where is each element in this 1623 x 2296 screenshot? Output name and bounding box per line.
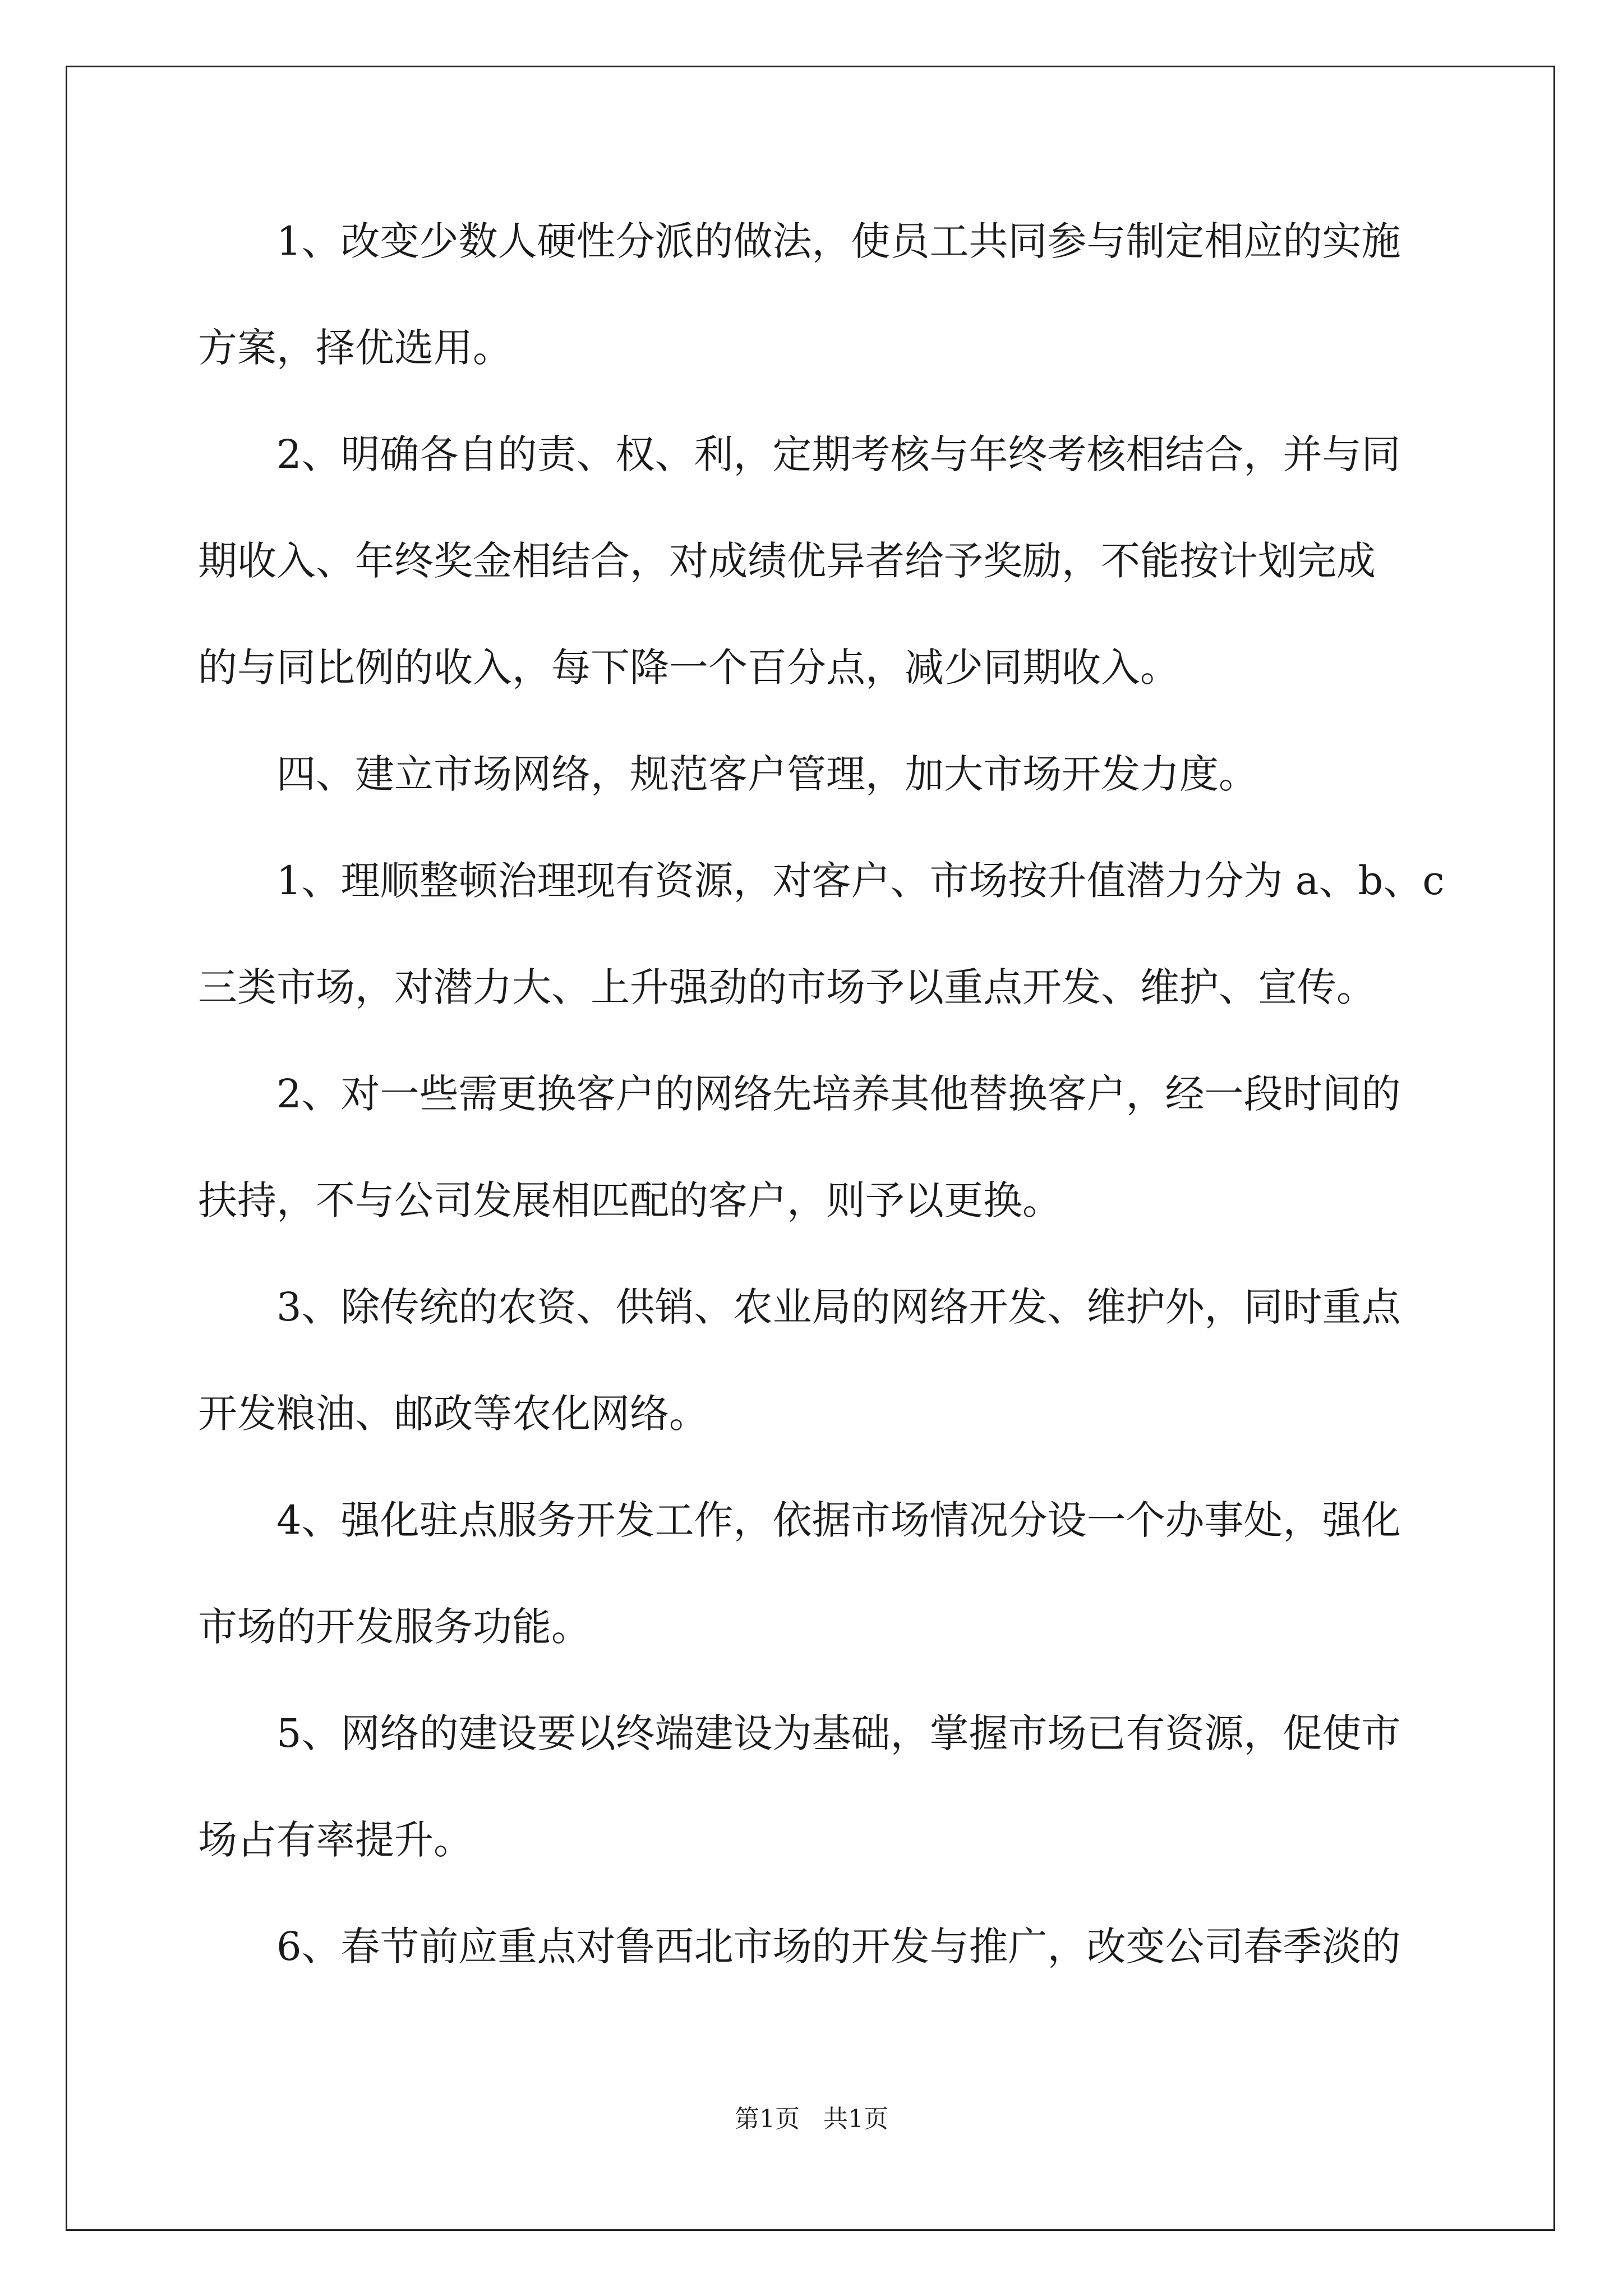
page-border [66,66,1555,2231]
paragraph-line: 开发粮油、邮政等农化网络。 [198,1391,708,1437]
paragraph-line: 5、网络的建设要以终端建设为基础，掌握市场已有资源，促使市 [276,1710,1401,1756]
paragraph-line: 1、改变少数人硬性分派的做法，使员工共同参与制定相应的实施 [276,218,1401,264]
paragraph-line: 市场的开发服务功能。 [198,1604,591,1650]
page-number-footer: 第1页 共1页 [735,2105,888,2133]
paragraph-line: 期收入、年终奖金相结合，对成绩优异者给予奖励，不能按计划完成 [198,538,1376,584]
paragraph-line: 2、对一些需更换客户的网络先培养其他替换客户，经一段时间的 [276,1071,1401,1117]
paragraph-line: 6、春节前应重点对鲁西北市场的开发与推广，改变公司春季淡的 [276,1924,1401,1970]
paragraph-line: 1、理顺整顿治理现有资源，对客户、市场按升值潜力分为 a、b、c [276,858,1445,904]
paragraph-line: 2、明确各自的责、权、利，定期考核与年终考核相结合，并与同 [276,431,1401,477]
paragraph-line: 4、强化驻点服务开发工作，依据市场情况分设一个办事处，强化 [276,1497,1401,1543]
paragraph-line: 场占有率提升。 [198,1817,473,1863]
section-heading: 四、建立市场网络，规范客户管理，加大市场开发力度。 [276,751,1258,797]
paragraph-line: 三类市场，对潜力大、上升强劲的市场予以重点开发、维护、宣传。 [198,964,1376,1010]
paragraph-line: 的与同比例的收入，每下降一个百分点，减少同期收入。 [198,645,1179,691]
paragraph-line: 方案，择优选用。 [198,325,512,371]
paragraph-line: 3、除传统的农资、供销、农业局的网络开发、维护外，同时重点 [276,1284,1401,1330]
paragraph-line: 扶持，不与公司发展相匹配的客户，则予以更换。 [198,1177,1062,1223]
